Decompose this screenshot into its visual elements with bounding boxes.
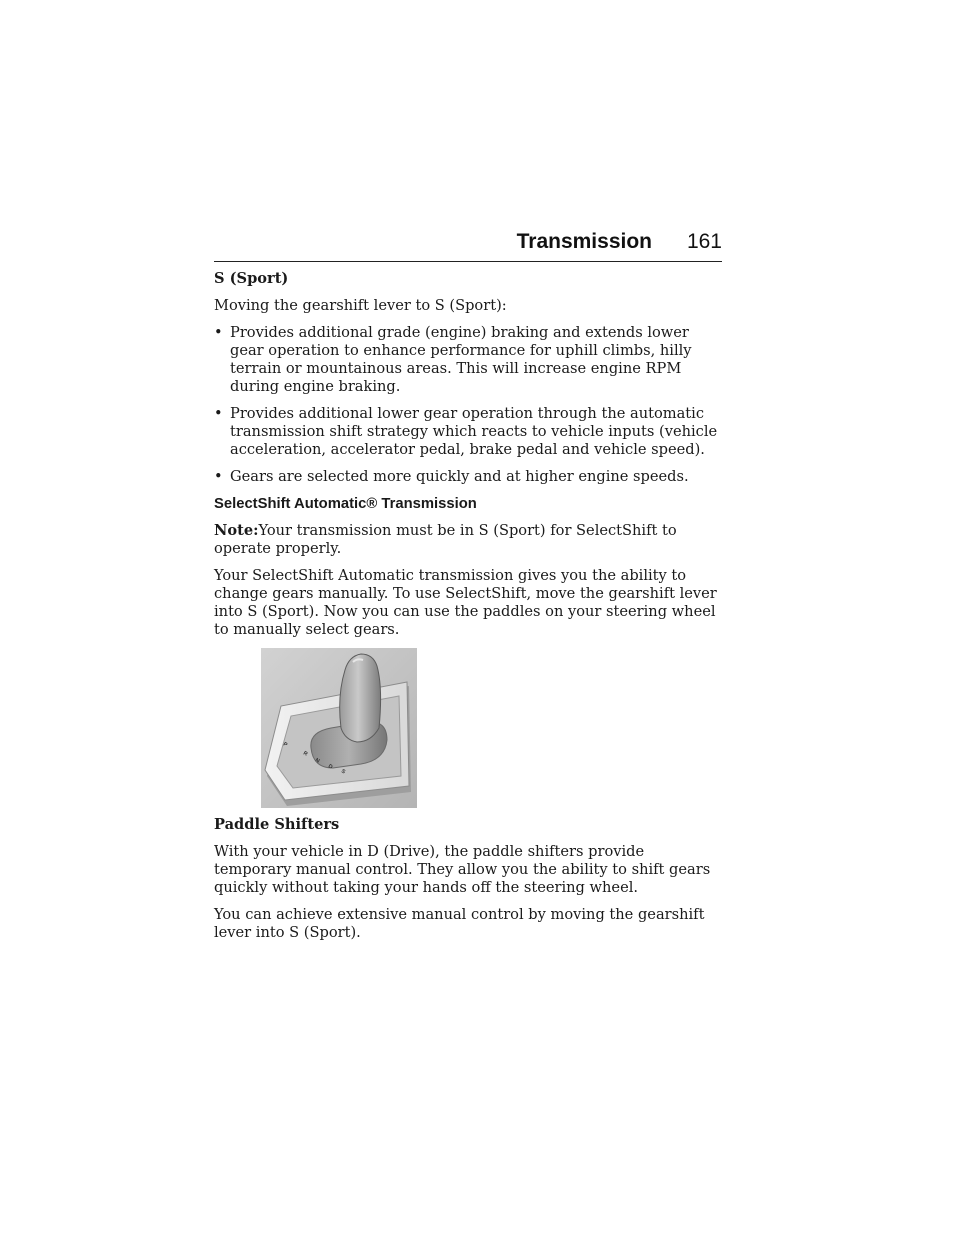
gate-label-s: S [340, 768, 347, 776]
sport-heading: S (Sport) [214, 270, 289, 287]
bullet-icon: • [214, 324, 223, 341]
gate-label-r: R [302, 750, 309, 758]
page-content [214, 270, 722, 951]
paddle-heading: Paddle Shifters [214, 816, 340, 833]
note-label: Note: [214, 522, 259, 539]
header-rule [214, 261, 722, 263]
paddle-paragraph-1: With your vehicle in D (Drive), the paddle shifters provide temporary manual control. They allow you the ability to shift gears quickly without taking your hands off the steering wheel. [214, 843, 711, 896]
shift-knob [340, 654, 381, 742]
selectshift-note [214, 522, 722, 558]
bullet-text: Gears are selected more quickly and at higher engine speeds. [230, 468, 689, 485]
gearshift-illustration [261, 648, 417, 808]
bullet-text: Provides additional grade (engine) braking and extends lower gear operation to enhance performance for uphill climbs, hilly terrain or mountainous areas. This will increase engine RPM during engine braking. [230, 324, 692, 395]
note-text: Your transmission must be in S (Sport) for SelectShift to operate properly. [214, 522, 677, 557]
page-number: 161 [686, 230, 722, 253]
paddle-paragraph-2: You can achieve extensive manual control by moving the gearshift lever into S (Sport). [214, 906, 705, 941]
sport-bullet-1 [214, 324, 722, 396]
gate-label-p: P [282, 741, 289, 749]
sport-bullet-3 [214, 468, 722, 486]
gate-label-n: N [314, 757, 321, 765]
section-title: Transmission [516, 230, 652, 253]
selectshift-heading: SelectShift Automatic® Transmission [214, 496, 477, 512]
gate-label-d: D [327, 763, 334, 771]
gearshift-lever-icon [261, 648, 417, 808]
sport-bullet-list [214, 324, 722, 486]
bullet-icon: • [214, 468, 223, 485]
selectshift-body: Your SelectShift Automatic transmission gives you the ability to change gears manually. To use SelectShift, move the gearshift lever into S (Sport). Now you can use the paddles on your steering wheel to manually select gears. [214, 567, 717, 638]
sport-bullet-2 [214, 405, 722, 459]
bullet-icon: • [214, 405, 223, 422]
page-header [214, 228, 722, 262]
sport-intro: Moving the gearshift lever to S (Sport): [214, 297, 507, 314]
bullet-text: Provides additional lower gear operation through the automatic transmission shift strategy which reacts to vehicle inputs (vehicle acceleration, accelerator pedal, brake pedal and vehicle speed). [230, 405, 718, 458]
